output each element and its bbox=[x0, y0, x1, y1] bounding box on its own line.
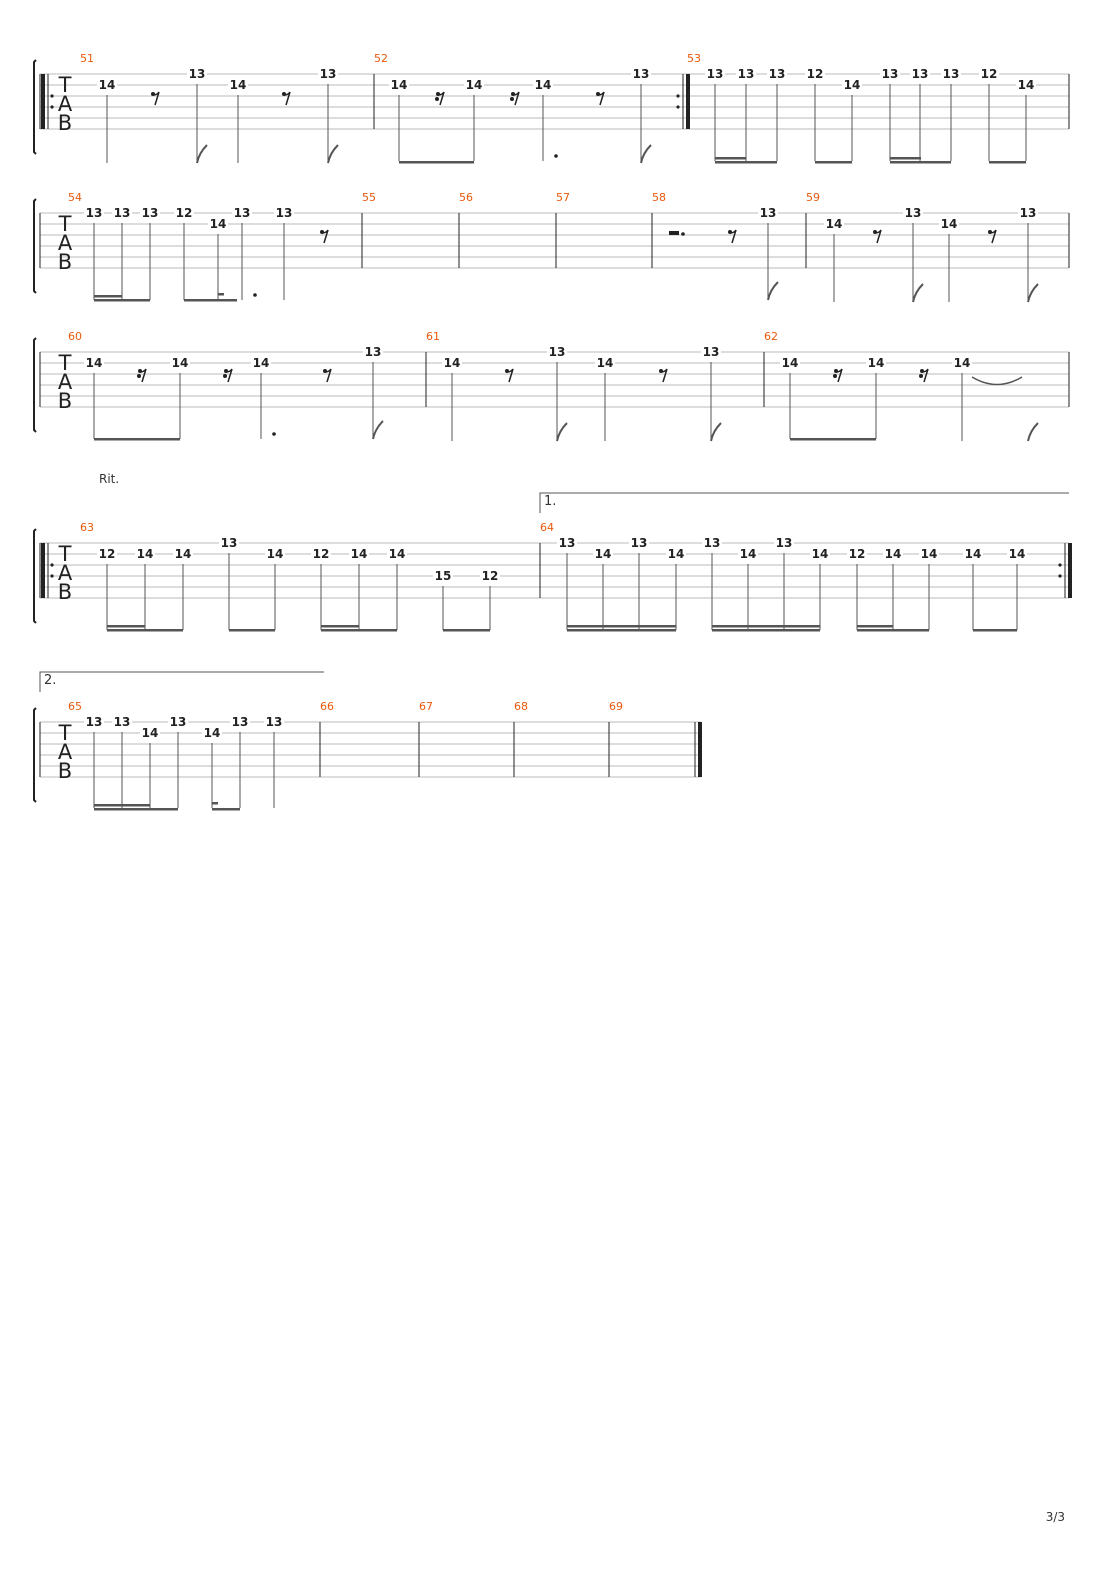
fret-number: 14 bbox=[350, 547, 368, 561]
fret-number: 14 bbox=[98, 78, 116, 92]
beam bbox=[715, 157, 746, 160]
note-flag bbox=[1028, 284, 1038, 302]
fret-number: 13 bbox=[141, 206, 159, 220]
fret-number: 13 bbox=[364, 345, 382, 359]
beam bbox=[94, 438, 180, 441]
tab-system bbox=[34, 330, 1069, 441]
volta-bracket bbox=[540, 493, 1069, 513]
fret-number: 12 bbox=[980, 67, 998, 81]
repeat-dot bbox=[676, 94, 679, 97]
fret-number: 13 bbox=[231, 715, 249, 729]
measure-number: 63 bbox=[80, 521, 94, 534]
beam bbox=[229, 629, 275, 632]
system-bracket bbox=[34, 529, 36, 623]
beam bbox=[212, 802, 218, 805]
measure-number: 58 bbox=[652, 191, 666, 204]
note-flag bbox=[197, 145, 207, 163]
note-flag bbox=[913, 284, 923, 302]
fret-number: 13 bbox=[775, 536, 793, 550]
tab-clef-letter: A bbox=[57, 561, 73, 585]
note-flag bbox=[768, 282, 778, 300]
beam bbox=[321, 625, 359, 628]
beam bbox=[890, 157, 921, 160]
fret-number: 13 bbox=[768, 67, 786, 81]
beam bbox=[107, 625, 145, 628]
tab-clef-letter: T bbox=[58, 351, 72, 375]
measure-number: 66 bbox=[320, 700, 334, 713]
measure-number: 56 bbox=[459, 191, 473, 204]
duration-dot bbox=[253, 293, 257, 297]
tab-clef-letter: T bbox=[58, 721, 72, 745]
measure-number: 52 bbox=[374, 52, 388, 65]
tab-clef-letter: B bbox=[57, 580, 73, 604]
half-rest bbox=[669, 231, 679, 235]
measure-number: 64 bbox=[540, 521, 554, 534]
system-bracket bbox=[34, 199, 36, 293]
fret-number: 13 bbox=[220, 536, 238, 550]
tab-clef-letter: A bbox=[57, 370, 73, 394]
fret-number: 13 bbox=[911, 67, 929, 81]
fret-number: 13 bbox=[113, 206, 131, 220]
fret-number: 13 bbox=[630, 536, 648, 550]
fret-number: 14 bbox=[203, 726, 221, 740]
fret-number: 14 bbox=[388, 547, 406, 561]
measure-number: 68 bbox=[514, 700, 528, 713]
tab-system bbox=[34, 672, 702, 808]
fret-number: 13 bbox=[703, 536, 721, 550]
tab-clef-letter: T bbox=[58, 212, 72, 236]
repeat-dot bbox=[50, 563, 53, 566]
tab-clef-letter: T bbox=[58, 542, 72, 566]
tab-system bbox=[34, 472, 1072, 630]
tab-clef-letter: A bbox=[57, 92, 73, 116]
repeat-end-thick bbox=[686, 74, 690, 129]
beam bbox=[399, 161, 474, 164]
measure-number: 60 bbox=[68, 330, 82, 343]
measure-number: 69 bbox=[609, 700, 623, 713]
fret-number: 14 bbox=[390, 78, 408, 92]
beam bbox=[890, 161, 951, 164]
tie-arc bbox=[972, 377, 1022, 385]
beam bbox=[212, 808, 240, 811]
beam bbox=[567, 629, 676, 632]
fret-number: 13 bbox=[85, 715, 103, 729]
repeat-start-thick bbox=[41, 74, 45, 129]
volta-label: 1. bbox=[544, 494, 557, 509]
fret-number: 14 bbox=[465, 78, 483, 92]
measure-number: 59 bbox=[806, 191, 820, 204]
beam bbox=[443, 629, 490, 632]
fret-number: 13 bbox=[85, 206, 103, 220]
volta-label: 2. bbox=[44, 673, 57, 688]
note-flag bbox=[1028, 423, 1038, 441]
tab-system bbox=[34, 52, 1069, 163]
fret-number: 14 bbox=[534, 78, 552, 92]
fret-number: 14 bbox=[667, 547, 685, 561]
repeat-dot bbox=[1058, 563, 1061, 566]
note-flag bbox=[328, 145, 338, 163]
repeat-end-thick bbox=[1068, 543, 1072, 598]
beam bbox=[973, 629, 1017, 632]
fret-number: 13 bbox=[1019, 206, 1037, 220]
fret-number: 14 bbox=[843, 78, 861, 92]
beam bbox=[715, 161, 777, 164]
system-bracket bbox=[34, 708, 36, 802]
fret-number: 14 bbox=[953, 356, 971, 370]
fret-number: 13 bbox=[942, 67, 960, 81]
fret-number: 14 bbox=[867, 356, 885, 370]
fret-number: 14 bbox=[811, 547, 829, 561]
sixteenth-rest bbox=[223, 374, 227, 378]
sixteenth-rest bbox=[919, 374, 923, 378]
fret-number: 14 bbox=[174, 547, 192, 561]
fret-number: 13 bbox=[169, 715, 187, 729]
sixteenth-rest bbox=[137, 374, 141, 378]
beam bbox=[712, 625, 820, 628]
beam bbox=[218, 293, 224, 296]
fret-number: 13 bbox=[188, 67, 206, 81]
tab-clef-letter: B bbox=[57, 389, 73, 413]
fret-number: 14 bbox=[141, 726, 159, 740]
note-flag bbox=[711, 423, 721, 441]
fret-number: 14 bbox=[209, 217, 227, 231]
measure-number: 51 bbox=[80, 52, 94, 65]
fret-number: 14 bbox=[443, 356, 461, 370]
duration-dot bbox=[272, 432, 276, 436]
fret-number: 14 bbox=[229, 78, 247, 92]
fret-number: 12 bbox=[175, 206, 193, 220]
duration-dot bbox=[554, 154, 558, 158]
fret-number: 12 bbox=[848, 547, 866, 561]
fret-number: 13 bbox=[558, 536, 576, 550]
fret-number: 13 bbox=[113, 715, 131, 729]
fret-number: 14 bbox=[1017, 78, 1035, 92]
tab-clef-letter: B bbox=[57, 250, 73, 274]
repeat-dot bbox=[50, 105, 53, 108]
fret-number: 13 bbox=[265, 715, 283, 729]
beam bbox=[857, 625, 893, 628]
beam bbox=[321, 629, 397, 632]
repeat-dot bbox=[50, 574, 53, 577]
fret-number: 13 bbox=[904, 206, 922, 220]
fret-number: 14 bbox=[252, 356, 270, 370]
volta-bracket bbox=[40, 672, 324, 692]
fret-number: 14 bbox=[85, 356, 103, 370]
beam bbox=[989, 161, 1026, 164]
note-flag bbox=[373, 421, 383, 439]
fret-number: 14 bbox=[596, 356, 614, 370]
fret-number: 13 bbox=[275, 206, 293, 220]
final-barline-thick bbox=[698, 722, 702, 777]
note-flag bbox=[557, 423, 567, 441]
system-bracket bbox=[34, 338, 36, 432]
fret-number: 14 bbox=[739, 547, 757, 561]
fret-number: 12 bbox=[481, 569, 499, 583]
repeat-dot bbox=[50, 94, 53, 97]
beam bbox=[815, 161, 852, 164]
measure-number: 54 bbox=[68, 191, 82, 204]
fret-number: 12 bbox=[98, 547, 116, 561]
fret-number: 14 bbox=[781, 356, 799, 370]
page-number: 3/3 bbox=[1045, 1510, 1065, 1524]
beam bbox=[94, 804, 150, 807]
fret-number: 13 bbox=[233, 206, 251, 220]
fret-number: 13 bbox=[706, 67, 724, 81]
measure-number: 61 bbox=[426, 330, 440, 343]
tab-system bbox=[34, 191, 1069, 302]
beam bbox=[567, 625, 676, 628]
measure-number: 57 bbox=[556, 191, 570, 204]
fret-number: 12 bbox=[806, 67, 824, 81]
beam bbox=[790, 438, 876, 441]
fret-number: 14 bbox=[171, 356, 189, 370]
duration-dot bbox=[681, 232, 685, 236]
tab-clef-letter: A bbox=[57, 231, 73, 255]
fret-number: 15 bbox=[434, 569, 452, 583]
sixteenth-rest bbox=[833, 374, 837, 378]
beam bbox=[94, 295, 122, 298]
repeat-dot bbox=[676, 105, 679, 108]
fret-number: 14 bbox=[825, 217, 843, 231]
tab-clef-letter: T bbox=[58, 73, 72, 97]
beam bbox=[94, 299, 150, 302]
fret-number: 14 bbox=[920, 547, 938, 561]
fret-number: 13 bbox=[548, 345, 566, 359]
measure-number: 67 bbox=[419, 700, 433, 713]
fret-number: 14 bbox=[1008, 547, 1026, 561]
repeat-dot bbox=[1058, 574, 1061, 577]
fret-number: 14 bbox=[266, 547, 284, 561]
beam bbox=[184, 299, 237, 302]
fret-number: 14 bbox=[964, 547, 982, 561]
tab-clef-letter: A bbox=[57, 740, 73, 764]
fret-number: 13 bbox=[759, 206, 777, 220]
fret-number: 13 bbox=[319, 67, 337, 81]
beam bbox=[94, 808, 178, 811]
tab-clef-letter: B bbox=[57, 759, 73, 783]
note-flag bbox=[641, 145, 651, 163]
sixteenth-rest bbox=[435, 97, 439, 101]
fret-number: 14 bbox=[136, 547, 154, 561]
beam bbox=[107, 629, 183, 632]
direction-text: Rit. bbox=[99, 472, 120, 486]
fret-number: 13 bbox=[737, 67, 755, 81]
fret-number: 14 bbox=[884, 547, 902, 561]
measure-number: 55 bbox=[362, 191, 376, 204]
system-bracket bbox=[34, 60, 36, 154]
measure-number: 53 bbox=[687, 52, 701, 65]
fret-number: 13 bbox=[702, 345, 720, 359]
fret-number: 14 bbox=[594, 547, 612, 561]
fret-number: 12 bbox=[312, 547, 330, 561]
fret-number: 13 bbox=[881, 67, 899, 81]
beam bbox=[857, 629, 929, 632]
repeat-start-thick bbox=[41, 543, 45, 598]
fret-number: 13 bbox=[632, 67, 650, 81]
tab-clef-letter: B bbox=[57, 111, 73, 135]
beam bbox=[712, 629, 820, 632]
measure-number: 65 bbox=[68, 700, 82, 713]
sixteenth-rest bbox=[510, 97, 514, 101]
measure-number: 62 bbox=[764, 330, 778, 343]
fret-number: 14 bbox=[940, 217, 958, 231]
